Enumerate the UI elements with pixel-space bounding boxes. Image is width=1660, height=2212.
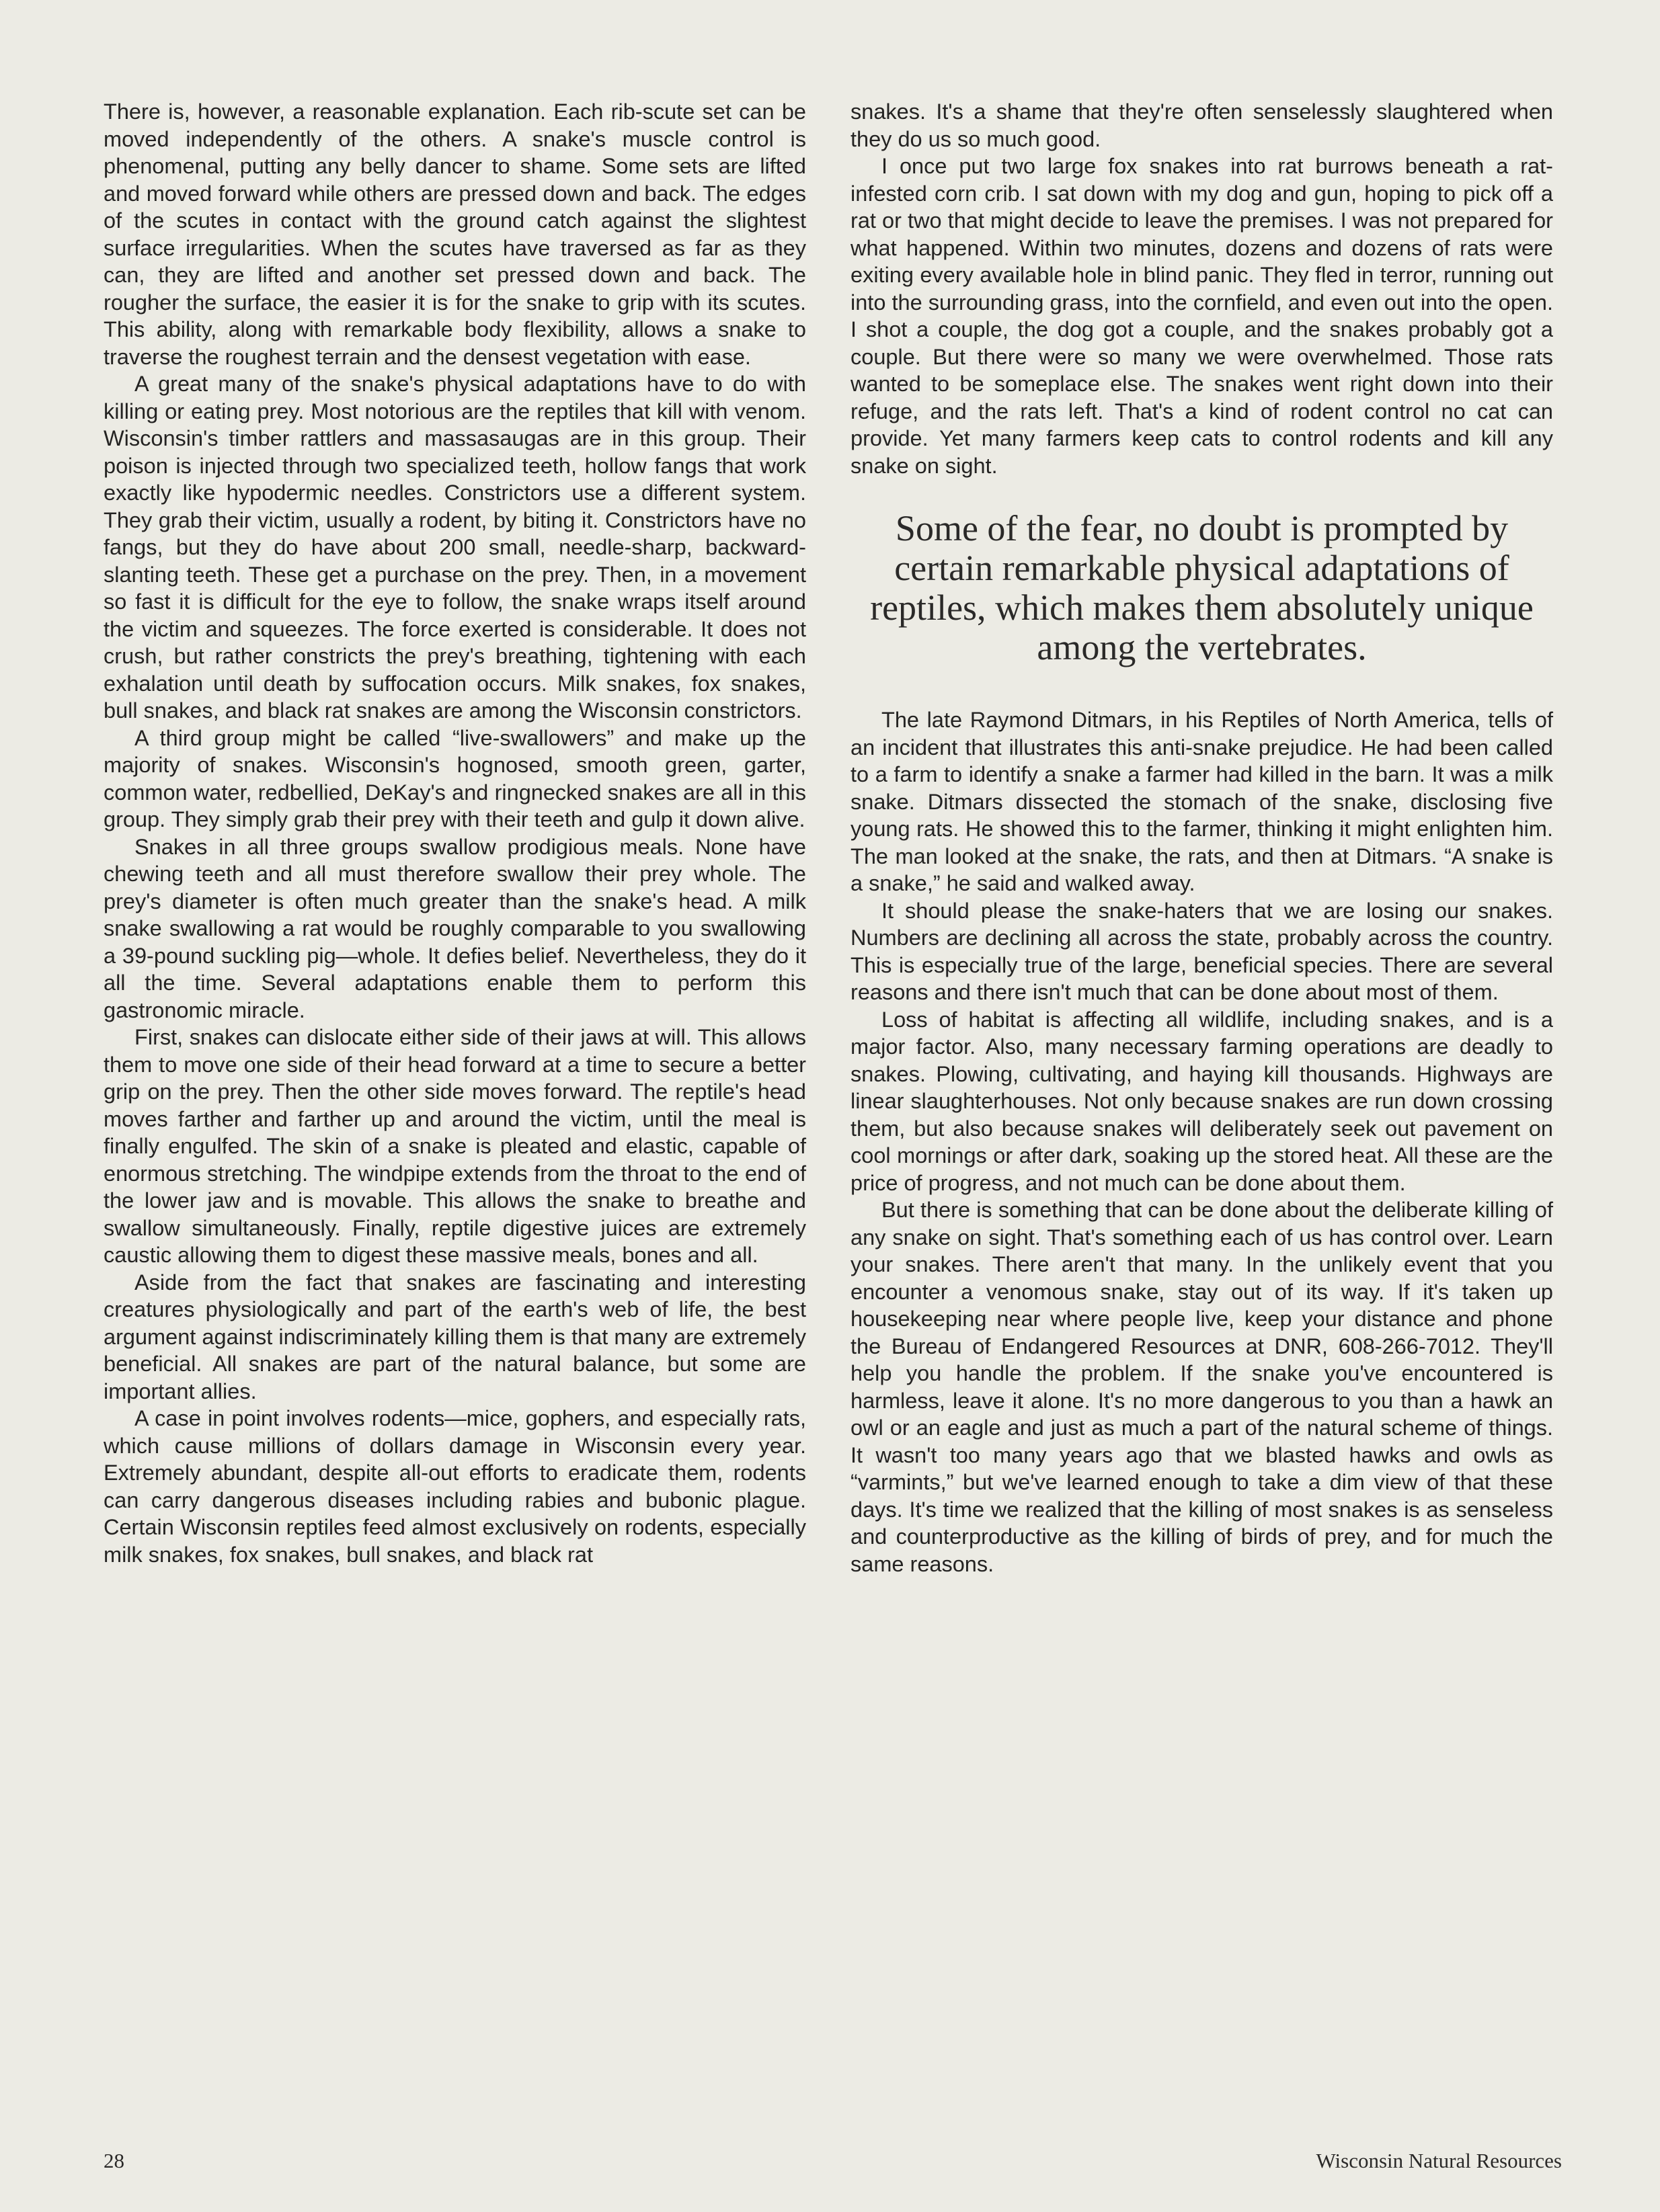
paragraph: Aside from the fact that snakes are fascinating and interesting creatures physiologically and part of the earth's web of life, the best argument against indiscriminately killing them is that many are extremely beneficial. All snakes are part of the natural balance, but some are important allies. bbox=[104, 1270, 806, 1403]
paragraph: First, snakes can dislocate either side of their jaws at will. This allows them to move one side of their head forward at a time to secure a better grip on the prey. Then the other side moves forward. The reptile's head moves farther and farther up and around the victim, until the meal is finally engulfed. The skin of a snake is pleated and elastic, capable of enormous stretching. The windpipe extends from the throat to the end of the lower jaw and is movable. This allows the snake to breathe and swallow simultaneously. Finally, reptile digestive juices are extremely caustic allowing them to digest these massive meals, bones and all. bbox=[104, 1025, 806, 1267]
paragraph: Snakes in all three groups swallow prodigious meals. None have chewing teeth and all must therefore swallow their prey whole. The prey's diameter is often much greater than the snake's head. A milk snake swallowing a rat would be roughly comparable to you swallowing a 39-pound suckling pig—whole. It defies belief. Nevertheless, they do it all the time. Several adaptations enable them to perform this gastronomic miracle. bbox=[104, 834, 806, 1022]
paragraph: A great many of the snake's physical adaptations have to do with killing or eating prey. Most notorious are the reptiles that kill with venom. Wisconsin's timber rattlers and massasaugas are in this group. Their poison is injected through two specialized teeth, hollow fangs that work exactly like hypodermic needles. Constrictors use a different system. They grab their victim, usually a rodent, by biting it. Constrictors have no fangs, but they do have about 200 small, needle-sharp, backward-slanting teeth. These get a purchase on the prey. Then, in a movement so fast it is difficult for the eye to follow, the snake wraps itself around the victim and squeezes. The force exerted is considerable. It does not crush, but rather constricts the prey's breathing, tightening with each exhalation until death by suffocation occurs. Milk snakes, fox snakes, bull snakes, and black rat snakes are among the Wisconsin constrictors. bbox=[104, 372, 806, 723]
page-number: 28 bbox=[104, 2149, 124, 2172]
paragraph: It should please the snake-haters that we are losing our snakes. Numbers are declining all across the state, probably across the country. This is especially true of the large, beneficial species. There are several reasons and there isn't much that can be done about most of them. bbox=[851, 898, 1553, 1004]
paragraph: I once put two large fox snakes into rat burrows beneath a rat-infested corn crib. I sat down with my dog and gun, hoping to pick off a rat or two that might decide to leave the premises. I was not prepared for what happened. Within two minutes, dozens and dozens of rats were exiting every available hole in blind panic. They fled in terror, running out into the surrounding grass, into the cornfield, and even out into the open. I shot a couple, the dog got a couple, and the snakes probably got a couple. But there were so many we were overwhelmed. Those rats wanted to be someplace else. The snakes went right down into their refuge, and the rats left. That's a kind of rodent control no cat can provide. Yet many farmers keep cats to control rodents and kill any snake on sight. bbox=[851, 154, 1553, 478]
left-column bbox=[104, 98, 806, 1568]
paragraph: There is, however, a reasonable explanation. Each rib-scute set can be moved independently of the others. A snake's muscle control is phenomenal, putting any belly dancer to shame. Some sets are lifted and moved forward while others are pressed down and back. The edges of the scutes in contact with the ground catch against the slightest surface irregularities. When the scutes have traversed as far as they can, they are lifted and another set pressed down and back. The rougher the surface, the easier it is for the snake to grip with its scutes. This ability, along with remarkable body flexibility, allows a snake to traverse the roughest terrain and the densest vegetation with ease. bbox=[104, 99, 806, 369]
paragraph: Loss of habitat is affecting all wildlife, including snakes, and is a major factor. Also, many necessary farming operations are deadly to snakes. Plowing, cultivating, and haying kill thousands. Highways are linear slaughterhouses. Not only because snakes are run down crossing them, but also because snakes will deliberately seek out pavement on cool mornings or after dark, soaking up the stored heat. All these are the price of progress, and not much can be done about them. bbox=[851, 1007, 1553, 1195]
paragraph: The late Raymond Ditmars, in his Reptiles of North America, tells of an incident that illustrates this anti-snake prejudice. He had been called to a farm to identify a snake a farmer had killed in the barn. It was a milk snake. Ditmars dissected the stomach of the snake, disclosing five young rats. He showed this to the farmer, thinking it might enlighten him. The man looked at the snake, the rats, and then at Ditmars. “A snake is a snake,” he said and walked away. bbox=[851, 708, 1553, 895]
right-column bbox=[851, 98, 1553, 1578]
pull-quote: Some of the fear, no doubt is prompted by certain remarkable physical adaptations of reptiles, which makes them absolutely unique among the vertebrates. bbox=[870, 508, 1534, 667]
paragraph: But there is something that can be done about the deliberate killing of any snake on sight. That's something each of us has control over. Learn your snakes. There aren't that many. In the unlikely event that you encounter a venomous snake, stay out of its way. If it's taken up housekeeping near where people live, keep your distance and phone the Bureau of Endangered Resources at DNR, 608-266-7012. They'll help you handle the problem. If the snake you've encountered is harmless, leave it alone. It's no more dangerous to you than a hawk an owl or an eagle and just as much a part of the natural scheme of things. It wasn't too many years ago that we blasted hawks and owls as “varmints,” but we've learned enough to take a dim view of that these days. It's time we realized that the killing of most snakes is as senseless and counterproductive as the killing of birds of prey, and for much the same reasons. bbox=[851, 1198, 1553, 1576]
paragraph: A case in point involves rodents—mice, gophers, and especially rats, which cause millions of dollars damage in Wisconsin every year. Extremely abundant, despite all-out efforts to eradicate them, rodents can carry dangerous diseases including rabies and bubonic plague. Certain Wisconsin reptiles feed almost exclusively on rodents, especially milk snakes, fox snakes, bull snakes, and black rat bbox=[104, 1406, 806, 1567]
publication-name: Wisconsin Natural Resources bbox=[1316, 2149, 1562, 2172]
paragraph: snakes. It's a shame that they're often senselessly slaughtered when they do us so much good. bbox=[851, 99, 1553, 151]
paragraph: A third group might be called “live-swallowers” and make up the majority of snakes. Wisconsin's hognosed, smooth green, garter, common water, redbellied, DeKay's and ringnecked snakes are all in this group. They simply grab their prey with their teeth and gulp it down alive. bbox=[104, 725, 806, 831]
